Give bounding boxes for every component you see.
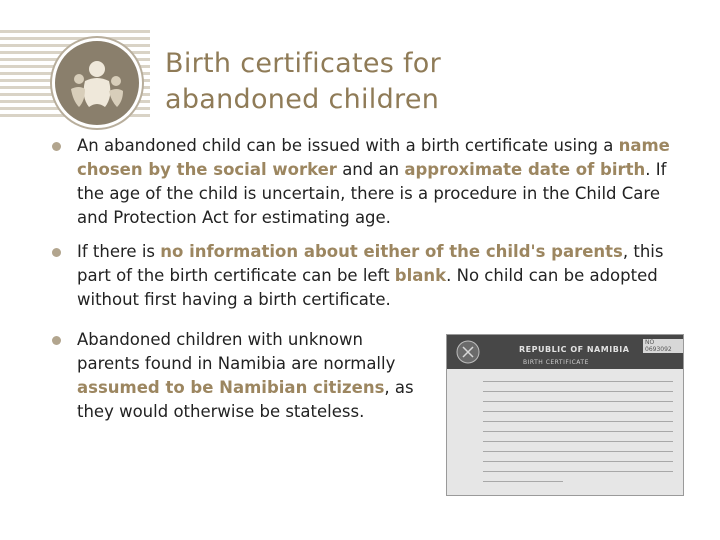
bullet-item	[48, 240, 678, 312]
bullet-text-segment: Abandoned children with unknown parents found in Namibia are normally	[77, 330, 396, 373]
certificate-field-line	[483, 451, 673, 452]
highlighted-phrase: blank	[394, 266, 447, 285]
bullet-text-segment: , as they would otherwise be stateless.	[77, 378, 414, 421]
bullet-dot-icon	[52, 248, 61, 257]
bullet-text-segment: . If the age of the child is uncertain, there is a procedure in the Child Care and Protection Act for estimating age.	[77, 160, 667, 227]
coat-of-arms-icon	[455, 339, 481, 365]
family-logo-icon	[52, 38, 142, 128]
certificate-field-line	[483, 411, 673, 412]
bullet-item	[48, 328, 417, 424]
certificate-field-line	[483, 471, 673, 472]
certificate-country: REPUBLIC OF NAMIBIA	[519, 345, 630, 354]
certificate-field-line	[483, 441, 673, 442]
certificate-field-line	[483, 461, 673, 462]
bullet-text-segment: If there is	[77, 242, 161, 261]
slide-title-line-1: Birth certificates for	[165, 48, 442, 79]
certificate-field-line	[483, 381, 673, 382]
birth-certificate-image	[446, 334, 684, 496]
bullet-dot-icon	[52, 336, 61, 345]
highlighted-phrase: assumed to be Namibian citizens	[77, 378, 385, 397]
slide-title	[165, 46, 441, 118]
bullet-text-segment: An abandoned child can be issued with a birth certificate using a	[77, 136, 619, 155]
bullet-dot-icon	[52, 142, 61, 151]
certificate-field-line	[483, 431, 673, 432]
certificate-field-line	[483, 481, 563, 482]
bullet-text-segment: . No child can be adopted without first having a birth certificate.	[77, 266, 658, 309]
certificate-field-line	[483, 391, 673, 392]
bullet-item	[48, 134, 678, 230]
highlighted-phrase: name chosen by the social worker	[77, 136, 670, 179]
highlighted-phrase: approximate date of birth	[404, 160, 646, 179]
bullet-text-segment: , this part of the birth certificate can be left	[77, 242, 664, 285]
certificate-title: BIRTH CERTIFICATE	[523, 359, 589, 366]
highlighted-phrase: no information about either of the child's parents	[160, 242, 623, 261]
certificate-field-line	[483, 401, 673, 402]
bullet-text-segment: and an	[336, 160, 405, 179]
slide-title-line-2: abandoned children	[165, 84, 440, 115]
certificate-number: NO 0693092	[643, 339, 683, 353]
certificate-field-line	[483, 421, 673, 422]
